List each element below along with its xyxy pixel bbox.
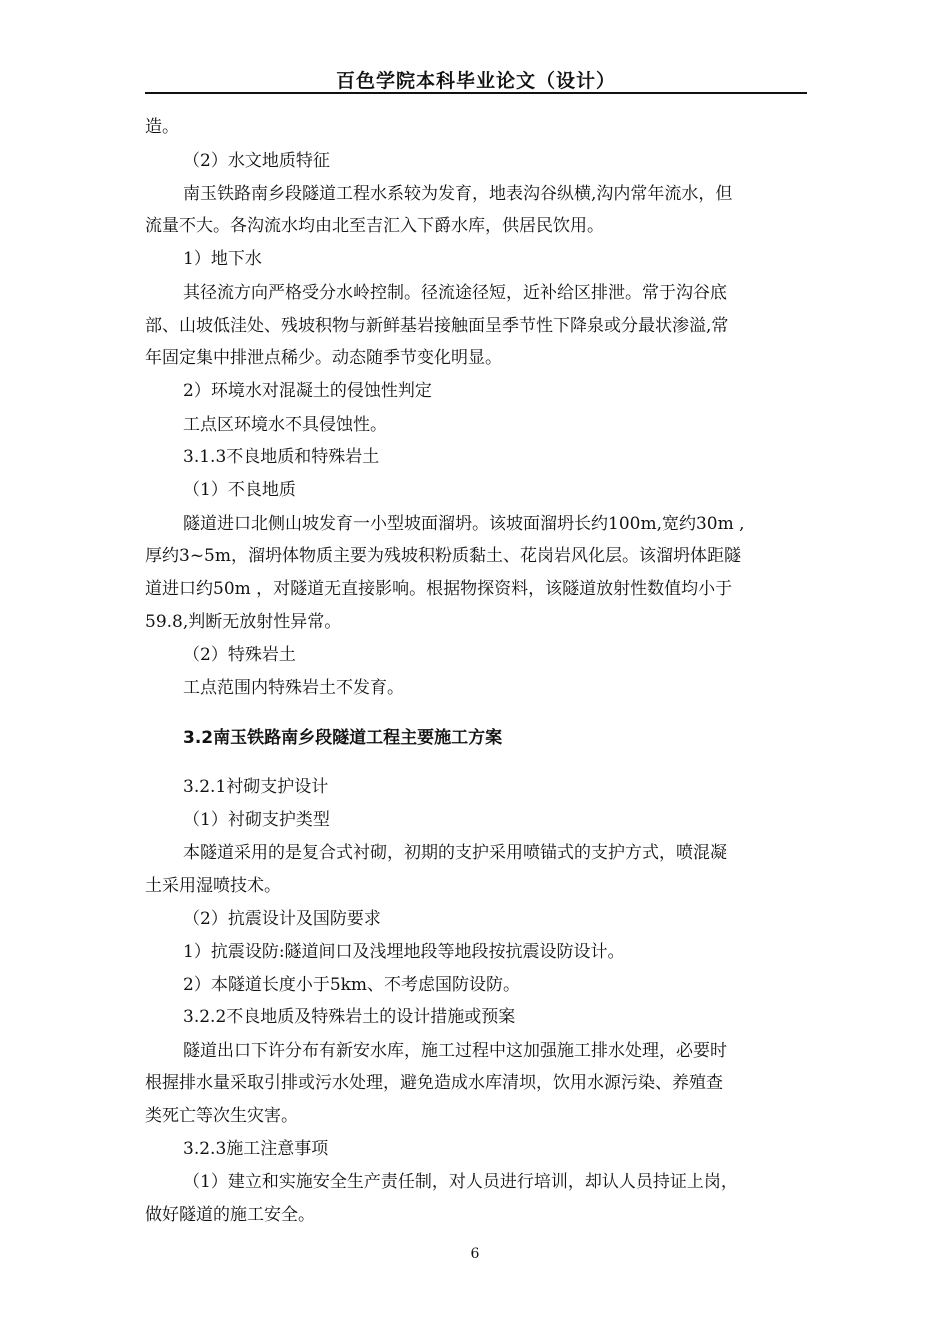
paragraph-line: 本隧道采用的是复合式衬砌，初期的支护采用喷锚式的支护方式，喷混凝 bbox=[183, 843, 727, 863]
section-label: （2）抗震设计及国防要求 bbox=[183, 909, 381, 929]
subsection-heading: 3.2.3施工注意事项 bbox=[183, 1139, 329, 1159]
paragraph-line: 工点区环境水不具侵蚀性。 bbox=[183, 415, 387, 435]
header-divider bbox=[145, 92, 807, 94]
paragraph-line: （1）建立和实施安全生产责任制，对人员进行培训，却认人员持证上岗， bbox=[183, 1172, 738, 1192]
section-heading: 3.2南玉铁路南乡段隧道工程主要施工方案 bbox=[183, 728, 503, 748]
paragraph-line: 59.8,判断无放射性异常。 bbox=[145, 612, 342, 632]
subsection-heading: 3.2.1衬砌支护设计 bbox=[183, 777, 329, 797]
paragraph-line: 2）本隧道长度小于5km、不考虑国防设防。 bbox=[183, 975, 521, 995]
paragraph-line: 类死亡等次生灾害。 bbox=[145, 1106, 298, 1126]
paragraph-line: 流量不大。各沟流水均由北至吉汇入下爵水库，供居民饮用。 bbox=[145, 216, 604, 236]
paragraph-line: 根握排水量采取引排或污水处理，避免造成水库清坝，饮用水源污染、养殖查 bbox=[145, 1073, 723, 1093]
subsection-heading: 3.1.3不良地质和特殊岩土 bbox=[183, 447, 380, 467]
paragraph-line: 工点范围内特殊岩土不发育。 bbox=[183, 678, 404, 698]
paragraph-line: 隧道进口北侧山坡发育一小型坡面溜坍。该坡面溜坍长约100m,宽约30m , bbox=[183, 514, 745, 534]
paragraph-line: 做好隧道的施工安全。 bbox=[145, 1205, 315, 1225]
section-label: （2）水文地质特征 bbox=[183, 151, 330, 171]
paragraph-line: 厚约3~5m，溜坍体物质主要为残坡积粉质黏土、花岗岩风化层。该溜坍体距隧 bbox=[145, 546, 741, 566]
paragraph-line: 道进口约50m ，对隧道无直接影响。根据物探资料，该隧道放射性数值均小于 bbox=[145, 579, 733, 599]
paragraph-line: 其径流方向严格受分水岭控制。径流途径短，近补给区排泄。常于沟谷底 bbox=[183, 283, 727, 303]
paragraph-line: 1）抗震设防:隧道间口及浅埋地段等地段按抗震设防设计。 bbox=[183, 942, 625, 962]
paragraph-line: 造。 bbox=[145, 117, 179, 137]
running-header-title: 百色学院本科毕业论文（设计） bbox=[335, 70, 616, 92]
section-label: （1）衬砌支护类型 bbox=[183, 810, 330, 830]
paragraph-line: 隧道出口下许分布有新安水库，施工过程中这加强施工排水处理，必要时 bbox=[183, 1041, 727, 1061]
page-number: 6 bbox=[470, 1246, 480, 1262]
section-label: 1）地下水 bbox=[183, 249, 262, 269]
section-label: （2）特殊岩土 bbox=[183, 645, 296, 665]
paragraph-line: 部、山坡低洼处、残坡积物与新鲜基岩接触面呈季节性下降泉或分最状渗溢,常 bbox=[145, 316, 729, 336]
section-label: 2）环境水对混凝土的侵蚀性判定 bbox=[183, 381, 432, 401]
paragraph-line: 土采用湿喷技术。 bbox=[145, 876, 281, 896]
subsection-heading: 3.2.2不良地质及特殊岩土的设计措施或预案 bbox=[183, 1007, 516, 1027]
paragraph-line: 南玉铁路南乡段隧道工程水系较为发育，地表沟谷纵横,沟内常年流水，但 bbox=[183, 184, 733, 204]
paragraph-line: 年固定集中排泄点稀少。动态随季节变化明显。 bbox=[145, 348, 502, 368]
section-label: （1）不良地质 bbox=[183, 480, 296, 500]
